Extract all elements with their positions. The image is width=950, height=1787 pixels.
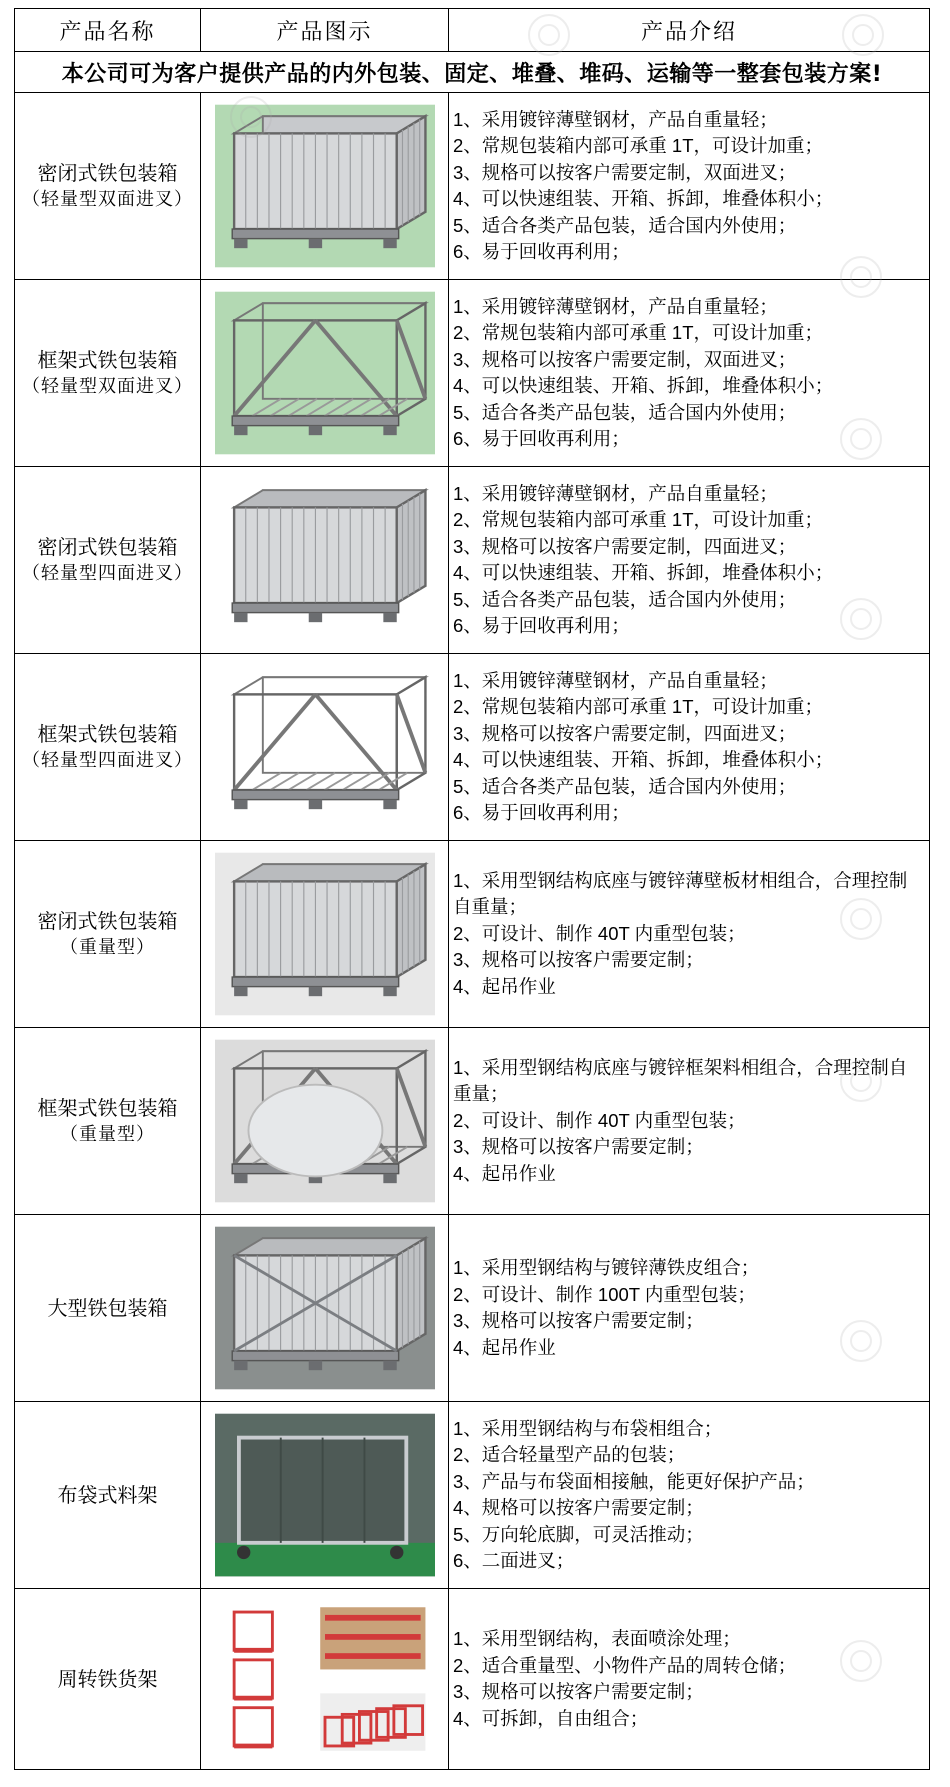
product-table-sheet — [14, 8, 929, 1770]
product-row — [15, 1402, 930, 1589]
product-desc-line: 2、常规包装箱内部可承重 1T，可设计加重； — [453, 509, 824, 530]
product-row — [15, 1589, 930, 1770]
product-subtitle: （重量型） — [60, 1124, 155, 1145]
product-image-cell — [201, 654, 449, 841]
product-desc-cell — [449, 1589, 930, 1770]
product-desc-line: 6、易于回收再利用； — [453, 802, 630, 823]
product-name-cell — [15, 1028, 201, 1215]
product-row — [15, 467, 930, 654]
product-desc-line: 1、采用型钢结构与镀锌薄铁皮组合； — [453, 1257, 760, 1278]
product-desc-line: 1、采用镀锌薄壁钢材，产品自重量轻； — [453, 108, 778, 130]
product-desc-line: 4、可以快速组装、开箱、拆卸，堆叠体积小； — [453, 562, 834, 583]
product-desc-line: 5、适合各类产品包装，适合国内外使用； — [453, 588, 797, 610]
product-image — [215, 1036, 435, 1206]
product-desc-line: 5、万向轮底脚，可灵活推动； — [453, 1523, 704, 1545]
product-desc-cell — [449, 1028, 930, 1215]
product-desc-line: 2、常规包装箱内部可承重 1T，可设计加重； — [453, 135, 824, 156]
product-desc-cell — [449, 280, 930, 467]
product-desc-line: 6、易于回收再利用； — [453, 615, 630, 636]
product-image — [215, 1223, 435, 1393]
product-image-cell — [201, 1402, 449, 1589]
product-name: 框架式铁包装箱 — [37, 722, 178, 746]
product-row — [15, 1215, 930, 1402]
product-desc-line: 2、可设计、制作 100T 内重型包装； — [453, 1283, 756, 1305]
product-desc-line: 1、采用镀锌薄壁钢材，产品自重量轻； — [453, 669, 778, 691]
header-product-image: 产品图示 — [201, 9, 449, 52]
product-desc-line: 3、规格可以按客户需要定制，双面进叉； — [453, 348, 797, 370]
product-desc-line: 3、规格可以按客户需要定制，四面进叉； — [453, 535, 797, 557]
product-name: 框架式铁包装箱 — [37, 1096, 178, 1120]
product-name: 密闭式铁包装箱 — [37, 909, 178, 933]
product-subtitle: （重量型） — [60, 937, 155, 958]
product-desc-line: 1、采用镀锌薄壁钢材，产品自重量轻； — [453, 295, 778, 317]
product-image — [215, 662, 435, 832]
product-name-cell — [15, 841, 201, 1028]
header-product-name: 产品名称 — [15, 9, 201, 52]
product-name: 布袋式料架 — [57, 1483, 158, 1507]
product-desc-line: 2、常规包装箱内部可承重 1T，可设计加重； — [453, 696, 824, 717]
product-row — [15, 93, 930, 280]
product-image — [215, 288, 435, 458]
product-desc-line: 4、起吊作业 — [453, 975, 556, 997]
product-image — [215, 101, 435, 271]
product-desc-line: 4、可以快速组装、开箱、拆卸，堆叠体积小； — [453, 375, 834, 396]
product-name-cell — [15, 1402, 201, 1589]
product-subtitle: （轻量型双面进叉） — [22, 376, 193, 397]
product-desc-line: 2、适合轻量型产品的包装； — [453, 1444, 686, 1465]
product-name-cell — [15, 467, 201, 654]
product-desc-line: 2、可设计、制作 40T 内重型包装； — [453, 1109, 746, 1131]
product-name-cell — [15, 1215, 201, 1402]
product-name: 密闭式铁包装箱 — [37, 161, 178, 185]
product-desc-line: 5、适合各类产品包装，适合国内外使用； — [453, 401, 797, 423]
product-desc-line: 1、采用镀锌薄壁钢材，产品自重量轻； — [453, 482, 778, 504]
product-name: 大型铁包装箱 — [47, 1296, 168, 1320]
product-desc-line: 6、二面进叉； — [453, 1550, 575, 1571]
product-image-cell — [201, 1215, 449, 1402]
product-desc-line: 3、规格可以按客户需要定制； — [453, 949, 704, 971]
product-rows — [15, 93, 930, 1770]
product-image-cell — [201, 280, 449, 467]
product-desc-cell — [449, 467, 930, 654]
product-name-cell — [15, 93, 201, 280]
product-desc-line: 2、适合重量型、小物件产品的周转仓储； — [453, 1654, 797, 1676]
banner-row — [15, 52, 930, 93]
product-desc-cell — [449, 93, 930, 280]
product-desc-line: 3、规格可以按客户需要定制； — [453, 1310, 704, 1331]
product-desc-line: 3、产品与布袋面相接触，能更好保护产品； — [453, 1470, 815, 1492]
banner-text: 本公司可为客户提供产品的内外包装、固定、堆叠、堆码、运输等一整套包装方案! — [15, 52, 930, 93]
product-desc-line: 4、可拆卸，自由组合； — [453, 1707, 649, 1729]
product-subtitle: （轻量型四面进叉） — [22, 750, 193, 771]
product-desc-line: 4、规格可以按客户需要定制； — [453, 1497, 704, 1518]
product-desc-cell — [449, 841, 930, 1028]
header-row — [15, 9, 930, 52]
product-desc-line: 1、采用型钢结构，表面喷涂处理； — [453, 1628, 741, 1649]
product-desc-line: 4、可以快速组装、开箱、拆卸，堆叠体积小； — [453, 749, 834, 770]
product-name-cell — [15, 654, 201, 841]
product-image-cell — [201, 93, 449, 280]
product-name: 周转铁货架 — [57, 1667, 158, 1691]
product-name-cell — [15, 1589, 201, 1770]
product-image — [215, 849, 435, 1019]
product-desc-cell — [449, 654, 930, 841]
product-name-cell — [15, 280, 201, 467]
product-row — [15, 1028, 930, 1215]
product-desc-line: 4、可以快速组装、开箱、拆卸，堆叠体积小； — [453, 188, 834, 209]
product-image-cell — [201, 1589, 449, 1770]
product-desc-line: 3、规格可以按客户需要定制，四面进叉； — [453, 722, 797, 744]
product-image — [215, 475, 435, 645]
product-desc-line: 4、起吊作业 — [453, 1336, 556, 1358]
product-desc-line: 6、易于回收再利用； — [453, 428, 630, 449]
product-desc-line: 5、适合各类产品包装，适合国内外使用； — [453, 214, 797, 236]
product-row — [15, 280, 930, 467]
product-image-cell — [201, 1028, 449, 1215]
product-desc-line: 6、易于回收再利用； — [453, 241, 630, 262]
product-row — [15, 654, 930, 841]
product-subtitle: （轻量型双面进叉） — [22, 189, 193, 210]
product-desc-line: 1、采用型钢结构底座与镀锌框架料相组合，合理控制自重量； — [453, 1056, 908, 1105]
product-desc-line: 3、规格可以按客户需要定制； — [453, 1136, 704, 1158]
product-subtitle: （轻量型四面进叉） — [22, 563, 193, 584]
product-name: 框架式铁包装箱 — [37, 348, 178, 372]
product-desc-line: 1、采用型钢结构底座与镀锌薄壁板材相组合，合理控制自重量； — [453, 869, 908, 918]
product-desc-cell — [449, 1402, 930, 1589]
product-name: 密闭式铁包装箱 — [37, 535, 178, 559]
product-image — [215, 1594, 435, 1764]
product-desc-line: 3、规格可以按客户需要定制； — [453, 1681, 704, 1702]
header-product-desc: 产品介绍 — [449, 9, 930, 52]
product-desc-line: 5、适合各类产品包装，适合国内外使用； — [453, 775, 797, 797]
product-desc-line: 2、常规包装箱内部可承重 1T，可设计加重； — [453, 322, 824, 343]
product-desc-line: 1、采用型钢结构与布袋相组合； — [453, 1417, 723, 1439]
product-image — [215, 1410, 435, 1580]
product-desc-line: 4、起吊作业 — [453, 1162, 556, 1184]
product-table — [14, 8, 930, 1770]
product-desc-line: 2、可设计、制作 40T 内重型包装； — [453, 922, 746, 944]
product-image-cell — [201, 467, 449, 654]
product-desc-line: 3、规格可以按客户需要定制，双面进叉； — [453, 161, 797, 183]
product-row — [15, 841, 930, 1028]
product-image-cell — [201, 841, 449, 1028]
product-desc-cell — [449, 1215, 930, 1402]
